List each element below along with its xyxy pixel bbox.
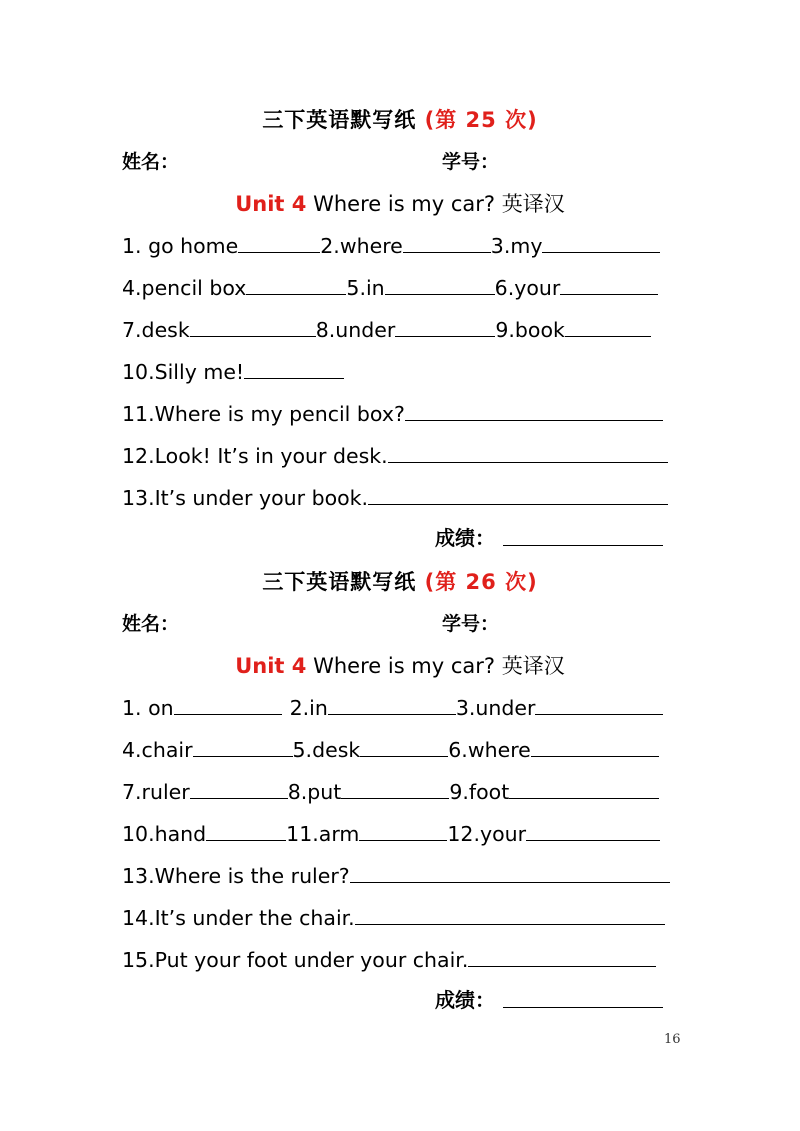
sheet1-score-label: 成绩： [435,526,495,550]
sheet1-item-8: 8.under [315,318,396,342]
sheet1-item-11: 11.Where is my pencil box? [122,402,405,426]
answer-blank[interactable] [395,336,495,337]
sheet2-row-5 [122,858,682,888]
page-number: 16 [664,1032,681,1047]
answer-blank[interactable] [388,462,668,463]
sheet1-item-5: 5.in [346,276,385,300]
answer-blank[interactable] [405,420,663,421]
sheet2-item-5: 5.desk [292,738,361,762]
sheet2-unit-heading [0,650,800,680]
sheet1-item-4: 4.pencil box [122,276,247,300]
sheet1-item-6: 6.your [494,276,561,300]
answer-blank[interactable] [526,840,660,841]
sheet1-item-10: 10.Silly me! [122,360,245,384]
sheet1-title [0,104,800,134]
answer-blank[interactable] [560,294,658,295]
score-blank[interactable] [503,1007,663,1008]
answer-blank[interactable] [360,756,448,757]
sheet1-item-2: 2.where [320,234,403,258]
answer-blank[interactable] [531,756,659,757]
sheet2-row-4 [122,816,682,846]
sheet2-item-6: 6.where [448,738,531,762]
answer-blank[interactable] [368,504,668,505]
sheet1-row-5 [122,396,682,426]
sheet2-row-3 [122,774,682,804]
sheet2-row-7 [122,942,682,972]
sheet2-name-label: 姓名： [122,613,180,635]
sheet2-item-9: 9.foot [449,780,510,804]
answer-blank[interactable] [341,798,449,799]
sheet2-item-15: 15.Put your foot under your chair. [122,948,469,972]
answer-blank[interactable] [206,840,286,841]
sheet2-row-2 [122,732,682,762]
answer-blank[interactable] [468,966,656,967]
sheet1-name-label: 姓名： [122,151,180,173]
sheet2-row-6 [122,900,682,930]
answer-blank[interactable] [190,798,288,799]
sheet2-unit-title: Where is my car? 英译汉 [313,654,565,678]
sheet2-item-12: 12.your [447,822,527,846]
answer-blank[interactable] [542,252,660,253]
answer-blank[interactable] [350,882,670,883]
sheet1-score [435,522,663,551]
sheet1-item-12: 12.Look! It’s in your desk. [122,444,388,468]
sheet2-title-number: (第 26 次) [424,570,538,594]
sheet1-item-13: 13.It’s under your book. [122,486,369,510]
answer-blank[interactable] [565,336,651,337]
sheet2-unit-label: Unit 4 [235,654,307,678]
answer-blank[interactable] [328,714,456,715]
answer-blank[interactable] [509,798,659,799]
answer-blank[interactable] [174,714,282,715]
answer-blank[interactable] [403,252,491,253]
answer-blank[interactable] [355,924,665,925]
sheet2-item-14: 14.It’s under the chair. [122,906,355,930]
sheet1-item-3: 3.my [490,234,543,258]
sheet2-score [435,984,663,1013]
sheet1-item-1: 1. go home [122,234,239,258]
sheet2-item-10: 10.hand [122,822,207,846]
sheet1-title-text: 三下英语默写纸 [262,108,417,132]
score-blank[interactable] [503,545,663,546]
sheet2-item-3: 3.under [455,696,536,720]
sheet1-title-number: (第 25 次) [424,108,538,132]
sheet1-id-label: 学号： [442,151,500,173]
sheet1-row-3 [122,312,682,342]
sheet1-row-6 [122,438,682,468]
sheet2-item-4: 4.chair [122,738,193,762]
answer-blank[interactable] [535,714,663,715]
answer-blank[interactable] [190,336,316,337]
sheet2-item-8: 8.put [287,780,342,804]
sheet2-item-7: 7.ruler [122,780,190,804]
sheet1-unit-title: Where is my car? 英译汉 [313,192,565,216]
sheet2-item-2: 2.in [289,696,328,720]
answer-blank[interactable] [385,294,495,295]
sheet1-item-9: 9.book [495,318,565,342]
answer-blank[interactable] [238,252,320,253]
answer-blank[interactable] [193,756,293,757]
sheet2-item-11: 11.arm [286,822,360,846]
sheet2-title-text: 三下英语默写纸 [262,570,417,594]
sheet1-row-2 [122,270,682,300]
sheet2-title [0,566,800,596]
sheet2-item-13: 13.Where is the ruler? [122,864,350,888]
answer-blank[interactable] [246,294,346,295]
answer-blank[interactable] [244,378,344,379]
sheet1-unit-heading [0,188,800,218]
sheet1-unit-label: Unit 4 [235,192,307,216]
sheet2-row-1 [122,690,682,720]
sheet1-row-7 [122,480,682,510]
sheet2-score-label: 成绩： [435,988,495,1012]
answer-blank[interactable] [359,840,447,841]
sheet2-item-1: 1. on [122,696,174,720]
sheet1-item-7: 7.desk [122,318,190,342]
sheet1-row-1 [122,228,682,258]
sheet2-id-label: 学号： [442,613,500,635]
sheet1-row-4 [122,354,682,384]
